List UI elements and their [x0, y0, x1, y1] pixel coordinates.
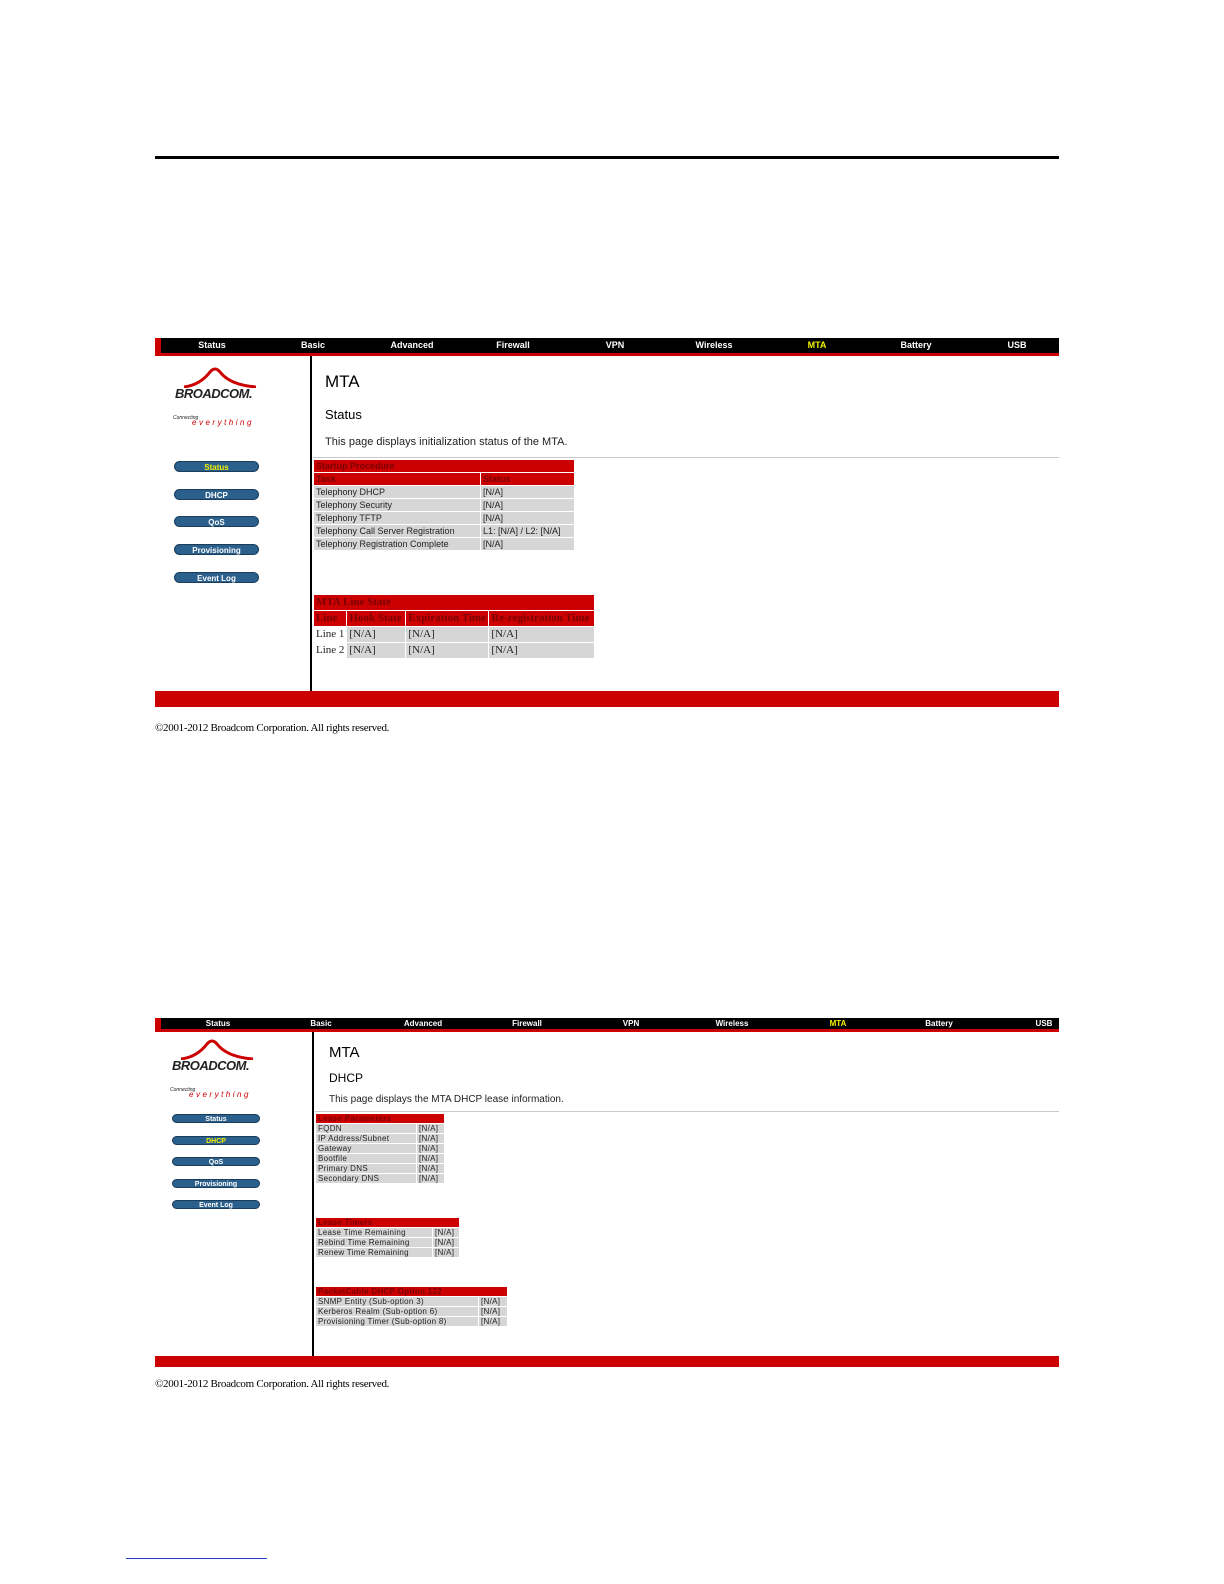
task-cell: Telephony TFTP [314, 512, 480, 524]
nav-underline [155, 1029, 1059, 1032]
sidebar-event-log-button[interactable]: Event Log [174, 572, 259, 583]
table-row [314, 512, 574, 524]
value-cell: [N/A] [417, 1124, 444, 1133]
param-cell: Provisioning Timer (Sub-option 8) [316, 1317, 478, 1326]
table-row [316, 1297, 507, 1306]
status-cell: L1: [N/A] / L2: [N/A] [481, 525, 574, 537]
table-title: MTA Line State [314, 595, 594, 610]
logo-wordmark: BROADCOM. [172, 1058, 250, 1073]
nav-vpn[interactable]: VPN [605, 340, 625, 350]
line-cell: Line 1 [316, 628, 345, 640]
startup-procedure-table [313, 459, 575, 551]
table-row [316, 1307, 507, 1316]
status-cell: [N/A] [481, 486, 574, 498]
param-cell: Gateway [316, 1144, 416, 1153]
column-header: Line [314, 611, 346, 626]
sidebar-event-log-button[interactable]: Event Log [172, 1200, 260, 1209]
param-cell: IP Address/Subnet [316, 1134, 416, 1143]
sidebar-dhcp-button[interactable]: DHCP [172, 1136, 260, 1145]
page-footnote-link-rule [126, 1558, 267, 1559]
footer-bar [155, 1356, 1059, 1367]
table-row [316, 1154, 444, 1163]
nav-mta[interactable]: MTA [829, 1019, 847, 1028]
param-cell: Secondary DNS [316, 1174, 416, 1183]
page-subtitle: DHCP [329, 1071, 364, 1085]
table-row [316, 1134, 444, 1143]
logo-tagline-small: Connecting [170, 1087, 196, 1093]
page-description: This page displays initialization status of the MTA. [325, 436, 568, 448]
content-divider [312, 1032, 314, 1356]
nav-status[interactable]: Status [198, 340, 226, 350]
header-separator [313, 457, 1059, 458]
table-title: PacketCable DHCP Option 122 [316, 1287, 507, 1296]
nav-advanced[interactable]: Advanced [390, 340, 434, 350]
nav-mta[interactable]: MTA [807, 340, 827, 350]
status-cell: [N/A] [481, 538, 574, 550]
nav-vpn[interactable]: VPN [622, 1019, 640, 1028]
option-122-table [315, 1286, 508, 1327]
table-row [316, 1248, 459, 1257]
table-title: Lease Timers [316, 1218, 459, 1227]
broadcom-logo [167, 1038, 267, 1108]
value-cell: [N/A] [417, 1174, 444, 1183]
reregistration-cell: [N/A] [489, 627, 594, 642]
column-header: Status [481, 473, 574, 485]
hook-state-cell: [N/A] [347, 627, 405, 642]
broadcom-pulse-icon [170, 366, 270, 388]
sidebar-provisioning-button[interactable]: Provisioning [172, 1179, 260, 1188]
nav-status[interactable]: Status [205, 1019, 231, 1028]
sidebar-qos-button[interactable]: QoS [172, 1157, 260, 1166]
nav-advanced[interactable]: Advanced [403, 1019, 443, 1028]
table-row [314, 538, 574, 550]
table-row [314, 499, 574, 511]
table-row [316, 1174, 444, 1183]
hook-state-cell: [N/A] [347, 643, 405, 658]
nav-usb[interactable]: USB [1007, 340, 1027, 350]
table-row [316, 1228, 459, 1237]
nav-basic[interactable]: Basic [300, 340, 326, 350]
task-cell: Telephony Call Server Registration [314, 525, 480, 537]
logo-wordmark: BROADCOM. [175, 386, 253, 401]
expiration-cell: [N/A] [406, 627, 488, 642]
table-row [314, 627, 594, 642]
status-cell: [N/A] [481, 512, 574, 524]
nav-firewall[interactable]: Firewall [496, 340, 530, 350]
top-nav-bar [155, 1018, 1059, 1029]
footer-bar [155, 691, 1059, 707]
logo-tagline: everything [192, 418, 254, 427]
table-row [316, 1317, 507, 1326]
status-cell: [N/A] [481, 499, 574, 511]
value-cell: [N/A] [433, 1228, 459, 1237]
sidebar-status-button[interactable]: Status [174, 461, 259, 472]
table-row [316, 1238, 459, 1247]
value-cell: [N/A] [433, 1238, 459, 1247]
broadcom-pulse-icon [167, 1038, 267, 1060]
value-cell: [N/A] [417, 1154, 444, 1163]
logo-tagline: everything [189, 1090, 251, 1099]
page-description: This page displays the MTA DHCP lease information. [329, 1094, 564, 1105]
param-cell: FQDN [316, 1124, 416, 1133]
param-cell: Primary DNS [316, 1164, 416, 1173]
page-title: MTA [325, 372, 360, 391]
sidebar-dhcp-button[interactable]: DHCP [174, 489, 259, 500]
mta-line-state-table [313, 594, 595, 659]
lease-timers-table [315, 1217, 460, 1258]
table-title: Startup Procedure [314, 460, 574, 472]
mta-dhcp-screenshot [155, 1018, 1059, 1390]
table-title: Lease Parameters [316, 1114, 444, 1123]
param-cell: Renew Time Remaining [316, 1248, 432, 1257]
nav-firewall[interactable]: Firewall [512, 1019, 542, 1028]
param-cell: Kerberos Realm (Sub-option 6) [316, 1307, 478, 1316]
nav-basic[interactable]: Basic [310, 1019, 332, 1028]
page-title: MTA [329, 1044, 360, 1061]
content-divider [310, 356, 312, 691]
table-row [314, 486, 574, 498]
value-cell: [N/A] [479, 1317, 507, 1326]
logo-tagline-small: Connecting [173, 415, 199, 421]
reregistration-cell: [N/A] [489, 643, 594, 658]
nav-underline [155, 353, 1059, 356]
page-top-rule [155, 156, 1059, 159]
mta-status-screenshot [155, 338, 1059, 738]
task-cell: Telephony DHCP [314, 486, 480, 498]
value-cell: [N/A] [433, 1248, 459, 1257]
value-cell: [N/A] [479, 1297, 507, 1306]
sidebar-qos-button[interactable]: QoS [174, 516, 259, 527]
copyright-text: ©2001-2012 Broadcom Corporation. All rights reserved. [155, 722, 390, 734]
value-cell: [N/A] [479, 1307, 507, 1316]
value-cell: [N/A] [417, 1164, 444, 1173]
table-row [316, 1144, 444, 1153]
table-row [316, 1164, 444, 1173]
value-cell: [N/A] [417, 1144, 444, 1153]
sidebar-provisioning-button[interactable]: Provisioning [174, 544, 259, 555]
task-cell: Telephony Registration Complete [314, 538, 480, 550]
page-subtitle: Status [325, 407, 362, 422]
param-cell: Bootfile [316, 1154, 416, 1163]
param-cell: Rebind Time Remaining [316, 1238, 432, 1247]
table-row [314, 525, 574, 537]
table-row [316, 1124, 444, 1133]
value-cell: [N/A] [417, 1134, 444, 1143]
column-header: Task [314, 473, 480, 485]
nav-usb[interactable]: USB [1035, 1019, 1053, 1028]
column-header: Re-registration Time [489, 611, 594, 626]
expiration-cell: [N/A] [406, 643, 488, 658]
nav-battery[interactable]: Battery [900, 340, 932, 350]
nav-wireless[interactable]: Wireless [695, 340, 733, 350]
copyright-text: ©2001-2012 Broadcom Corporation. All rights reserved. [155, 1378, 390, 1390]
sidebar-status-button[interactable]: Status [172, 1114, 260, 1123]
top-nav-bar [155, 338, 1059, 353]
task-cell: Telephony Security [314, 499, 480, 511]
param-cell: SNMP Entity (Sub-option 3) [316, 1297, 478, 1306]
line-cell: Line 2 [316, 644, 345, 656]
nav-battery[interactable]: Battery [925, 1019, 953, 1028]
column-header: Expiration Time [406, 611, 488, 626]
nav-wireless[interactable]: Wireless [715, 1019, 749, 1028]
header-separator [315, 1111, 1059, 1112]
param-cell: Lease Time Remaining [316, 1228, 432, 1237]
table-row [314, 643, 594, 658]
lease-parameters-table [315, 1113, 445, 1184]
broadcom-logo [170, 366, 270, 436]
column-header: Hook State [347, 611, 405, 626]
